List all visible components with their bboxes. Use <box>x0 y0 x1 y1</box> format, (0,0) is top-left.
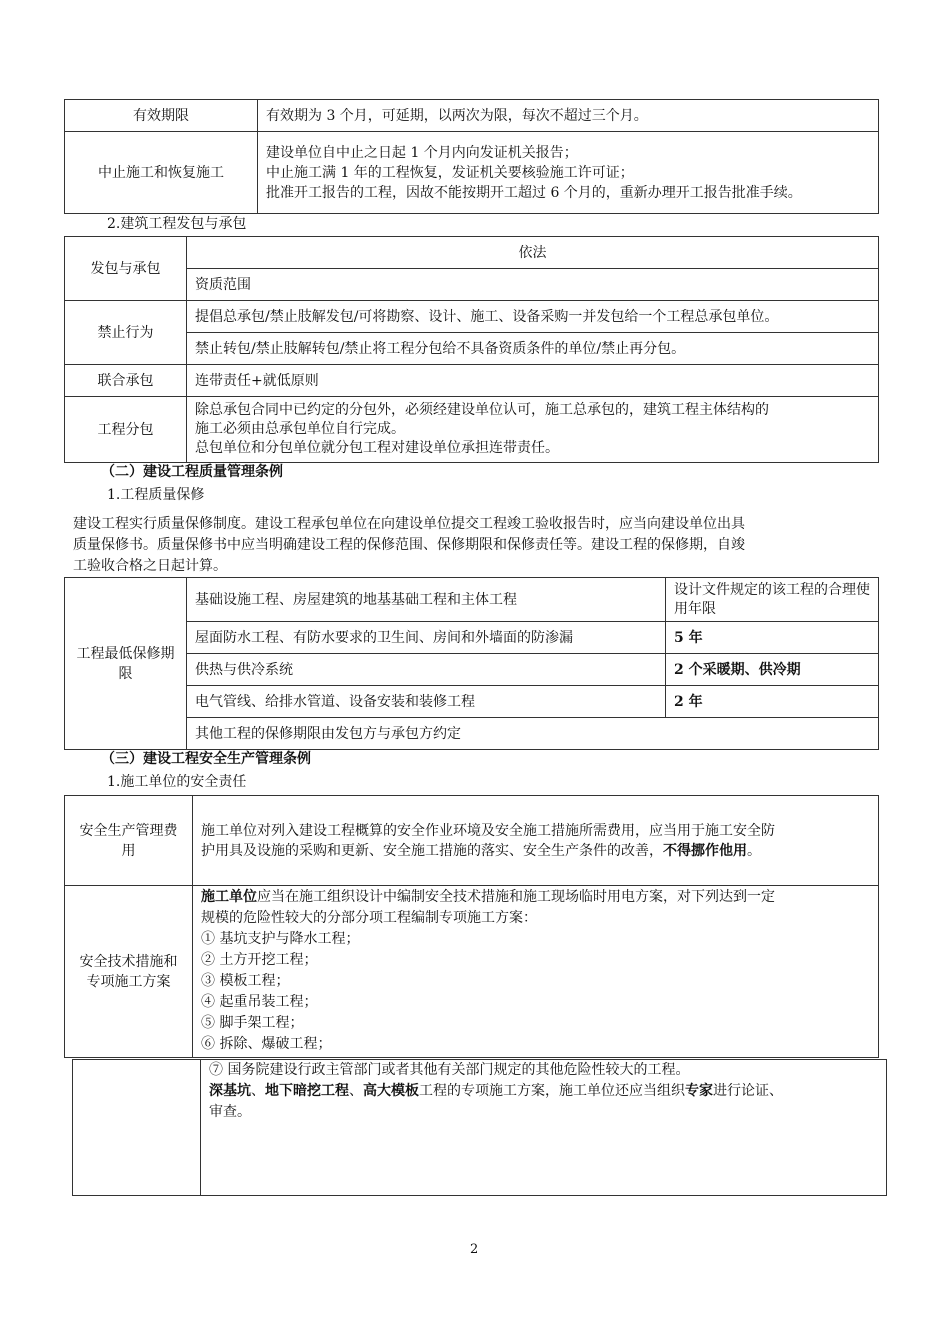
permit-suspend-value <box>258 132 879 214</box>
subcontract-line: 除总承包合同中已约定的分包外，必须经建设单位认可，施工总承包的，建筑工程主体结构的 <box>195 402 769 418</box>
safety-plan-label: 安全技术措施和专项施工方案 <box>65 886 193 1058</box>
sub-safety: 1.施工单位的安全责任 <box>107 774 247 790</box>
page-number: 2 <box>470 1242 479 1257</box>
permit-suspend-line: 建设单位自中止之日起 1 个月内向发证机关报告； <box>266 144 578 161</box>
continuation-item-7: ⑦ 国务院建设行政主管部门或者其他有关部门规定的其他危险性较大的工程。 <box>209 1062 690 1078</box>
safety-cost-value <box>193 796 879 886</box>
quality-line: 建设工程实行质量保修制度。建设工程承包单位在向建设单位提交工程竣工验收报告时，应当向建设单位出具 <box>73 516 745 532</box>
heading-quality: （二）建设工程质量管理条例 <box>101 464 283 480</box>
warranty-table <box>64 577 879 750</box>
warranty-item: 基础设施工程、房屋建筑的地基基础工程和主体工程 <box>187 578 666 622</box>
safety-plan-item: ④ 起重吊装工程； <box>201 994 318 1010</box>
subcontract-label: 工程分包 <box>65 397 187 463</box>
safety-plan-lead-line2: 规模的危险性较大的分部分项工程编制专项施工方案： <box>201 910 537 926</box>
permit-validity-value: 有效期为 3 个月，可延期，以两次为限，每次不超过三个月。 <box>258 100 879 132</box>
safety-plan-item: ② 土方开挖工程； <box>201 952 318 968</box>
continuation-expert-line <box>209 1081 878 1102</box>
expert-sep: 、 <box>251 1083 265 1099</box>
continuation-line-2: 审查。 <box>209 1104 251 1120</box>
heading-safety: （三）建设工程安全生产管理条例 <box>101 751 311 767</box>
safety-plan-lead <box>201 887 870 908</box>
quality-line: 质量保修书。质量保修书中应当明确建设工程的保修范围、保修期限和保修责任等。建设工程的保修期，自竣 <box>73 537 745 553</box>
safety-cost-line: 施工单位对列入建设工程概算的安全作业环境及安全施工措施所需费用，应当用于施工安全防 <box>201 822 775 839</box>
prohibited-item: 提倡总承包/禁止肢解发包/可将勘察、设计、施工、设备采购一并发包给一个工程总承包单位。 <box>187 301 879 333</box>
expert-text: 工程的专项施工方案，施工单位还应当组织 <box>419 1083 685 1099</box>
warranty-label: 工程最低保修期限 <box>65 578 187 750</box>
safety-plan-item: ⑥ 拆除、爆破工程； <box>201 1036 332 1052</box>
continuation-value <box>201 1060 887 1196</box>
permit-validity-label: 有效期限 <box>65 100 258 132</box>
safety-cost-text: 护用具及设施的采购和更新、安全施工措施的落实、安全生产条件的改善， <box>201 842 663 859</box>
subcontract-value <box>187 397 879 463</box>
safety-plan-item: ① 基坑支护与降水工程； <box>201 931 360 947</box>
safety-cost-end: 。 <box>747 842 761 859</box>
continuation-label-cell <box>73 1060 201 1196</box>
warranty-item: 供热与供冷系统 <box>187 654 666 686</box>
warranty-period: 5 年 <box>666 622 879 654</box>
safety-plan-item: ⑤ 脚手架工程； <box>201 1015 304 1031</box>
contract-qualification: 资质范围 <box>187 269 879 301</box>
joint-value: 连带责任+就低原则 <box>187 365 879 397</box>
expert-text: 进行论证、 <box>713 1083 783 1099</box>
sub-quality: 1.工程质量保修 <box>107 487 205 503</box>
safety-cost-line <box>201 841 870 861</box>
permit-suspend-line: 批准开工报告的工程，因故不能按期开工超过 6 个月的，重新办理开工报告批准手续。 <box>266 184 802 201</box>
prohibited-item: 禁止转包/禁止肢解转包/禁止将工程分包给不具备资质条件的单位/禁止再分包。 <box>187 333 879 365</box>
warranty-period: 设计文件规定的该工程的合理使用年限 <box>666 578 879 622</box>
permit-table <box>64 99 879 214</box>
expert-sep: 、 <box>349 1083 363 1099</box>
warranty-item: 屋面防水工程、有防水要求的卫生间、房间和外墙面的防渗漏 <box>187 622 666 654</box>
subcontract-line: 施工必须由总承包单位自行完成。 <box>195 421 405 437</box>
permit-suspend-line: 中止施工满 1 年的工程恢复，发证机关要核验施工许可证； <box>266 164 634 181</box>
safety-plan-value <box>193 886 879 1058</box>
safety-plan-subject: 施工单位 <box>201 889 257 905</box>
quality-paragraph <box>73 514 873 577</box>
warranty-item: 电气管线、给排水管道、设备安装和装修工程 <box>187 686 666 718</box>
permit-suspend-label: 中止施工和恢复施工 <box>65 132 258 214</box>
contract-table <box>64 236 879 463</box>
warranty-period: 2 年 <box>666 686 879 718</box>
warranty-period: 2 个采暖期、供冷期 <box>666 654 879 686</box>
safety-table <box>64 795 879 1058</box>
continuation-table <box>72 1059 887 1196</box>
subcontract-line: 总包单位和分包单位就分包工程对建设单位承担连带责任。 <box>195 440 559 456</box>
joint-label: 联合承包 <box>65 365 187 397</box>
contract-legal: 依法 <box>187 237 879 269</box>
safety-cost-label: 安全生产管理费用 <box>65 796 193 886</box>
expert-term: 专家 <box>685 1083 713 1099</box>
safety-cost-emphasis: 不得挪作他用 <box>663 842 747 859</box>
expert-term: 高大模板 <box>363 1083 419 1099</box>
safety-plan-item: ③ 模板工程； <box>201 973 290 989</box>
prohibited-label: 禁止行为 <box>65 301 187 365</box>
quality-line: 工验收合格之日起计算。 <box>73 558 227 574</box>
warranty-other: 其他工程的保修期限由发包方与承包方约定 <box>187 718 879 750</box>
section-2-title: 2.建筑工程发包与承包 <box>107 216 247 232</box>
expert-term: 地下暗挖工程 <box>265 1083 349 1099</box>
expert-term: 深基坑 <box>209 1083 251 1099</box>
safety-plan-lead-text: 应当在施工组织设计中编制安全技术措施和施工现场临时用电方案，对下列达到一定 <box>257 889 775 905</box>
contract-label: 发包与承包 <box>65 237 187 301</box>
